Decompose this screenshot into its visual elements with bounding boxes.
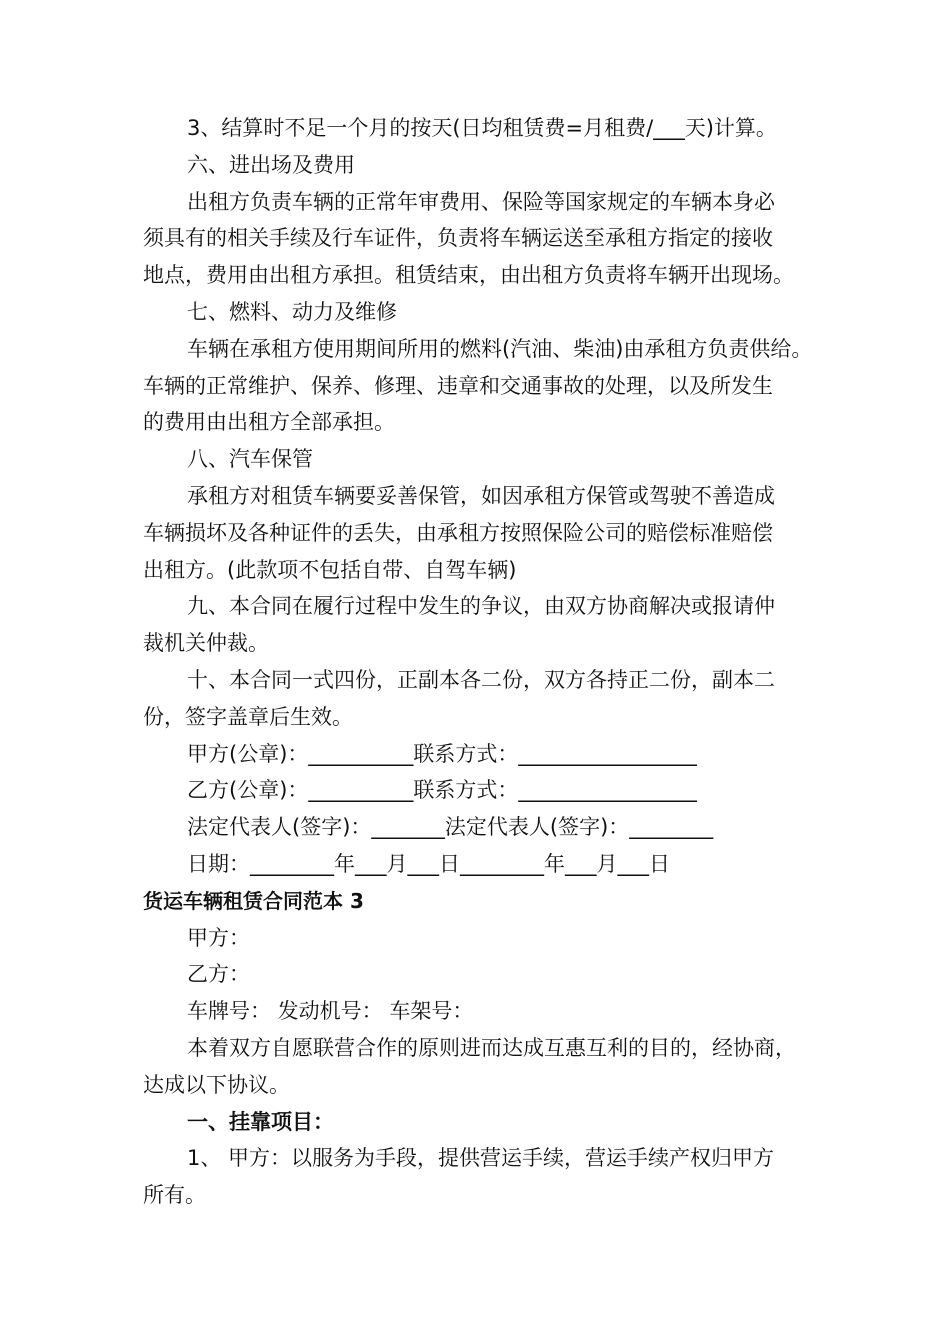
party-a-field: 甲方： — [187, 925, 250, 950]
signature-line-representative: 法定代表人(签字)：_______法定代表人(签字)：________ — [187, 815, 714, 840]
section-heading: 六、进出场及费用 — [187, 152, 355, 177]
signature-line-party-a: 甲方(公章)：__________联系方式：_________________ — [187, 741, 697, 766]
paragraph-line: 裁机关仲裁。 — [143, 631, 269, 656]
document-title: 货运车辆租赁合同范本 3 — [143, 888, 364, 913]
paragraph-line: 十、本合同一式四份，正副本各二份，双方各持正二份，副本二 — [187, 667, 775, 692]
section-heading: 八、汽车保管 — [187, 447, 313, 472]
paragraph-line: 车辆在承租方使用期间所用的燃料(汽油、柴油)由承租方负责供给。 — [187, 336, 813, 361]
paragraph-line: 出租方。(此款项不包括自带、自驾车辆) — [143, 557, 517, 582]
paragraph-line: 车辆的正常维护、保养、修理、违章和交通事故的处理，以及所发生 — [143, 373, 773, 398]
document-body — [143, 110, 833, 1214]
paragraph-line: 达成以下协议。 — [143, 1072, 290, 1097]
section-heading: 七、燃料、动力及维修 — [187, 299, 397, 324]
signature-line-date: 日期：________年___月___日________年___月___日 — [187, 851, 670, 876]
vehicle-info-fields: 车牌号： 发动机号： 车架号： — [187, 999, 474, 1024]
signature-line-party-b: 乙方(公章)：__________联系方式：_________________ — [187, 778, 697, 803]
party-b-field: 乙方： — [187, 962, 250, 987]
paragraph-line: 车辆损坏及各种证件的丢失，由承租方按照保险公司的赔偿标准赔偿 — [143, 520, 773, 545]
paragraph-line: 份，签字盖章后生效。 — [143, 704, 353, 729]
paragraph-line: 地点，费用由出租方承担。租赁结束，由出租方负责将车辆开出现场。 — [143, 263, 794, 288]
section-heading: 一、挂靠项目： — [187, 1109, 334, 1134]
paragraph-line: 所有。 — [143, 1183, 206, 1208]
paragraph-line: 出租方负责车辆的正常年审费用、保险等国家规定的车辆本身必 — [187, 189, 775, 214]
paragraph-line: 本着双方自愿联营合作的原则进而达成互惠互利的目的，经协商， — [187, 1035, 796, 1060]
paragraph-line: 1、 甲方：以服务为手段，提供营运手续，营运手续产权归甲方 — [187, 1146, 775, 1171]
paragraph-line: 九、本合同在履行过程中发生的争议，由双方协商解决或报请仲 — [187, 594, 775, 619]
paragraph-line: 须具有的相关手续及行车证件，负责将车辆运送至承租方指定的接收 — [143, 226, 773, 251]
paragraph-line: 的费用由出租方全部承担。 — [143, 410, 395, 435]
paragraph-line: 承租方对租赁车辆要妥善保管，如因承租方保管或驾驶不善造成 — [187, 483, 775, 508]
paragraph-line: 3、结算时不足一个月的按天(日均租赁费=月租费/___天)计算。 — [187, 116, 777, 140]
